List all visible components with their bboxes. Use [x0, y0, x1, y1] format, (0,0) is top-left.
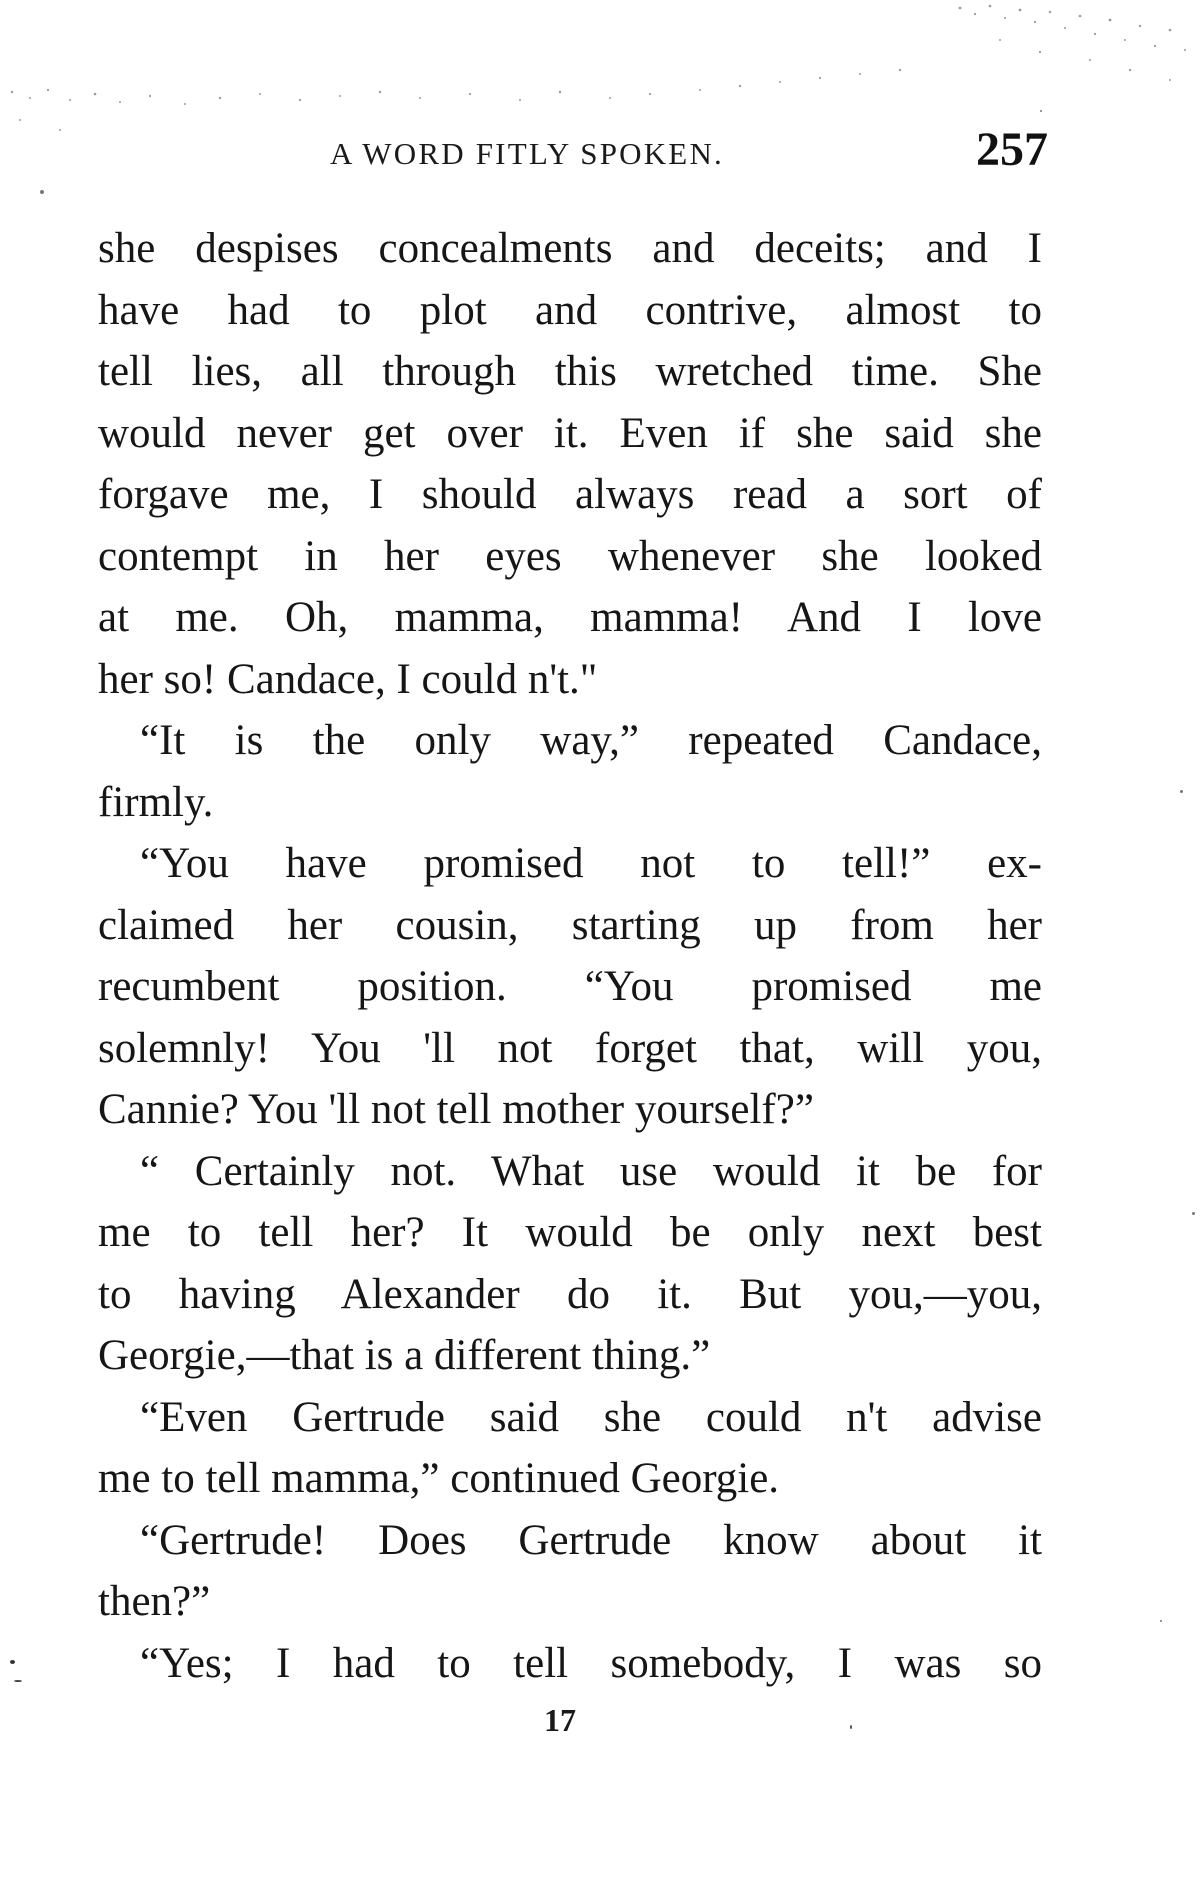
text-line: she despises concealments and deceits; and I — [98, 225, 1042, 272]
body-text — [98, 218, 1042, 1694]
text-line: forgave me, I should always read a sort of — [98, 471, 1042, 518]
text-line: then?” — [98, 1578, 211, 1625]
page-number: 257 — [976, 123, 1048, 176]
scan-speck — [14, 1680, 22, 1682]
text-line: “Even Gertrude said she could n't advise — [140, 1393, 1042, 1441]
text-line: “ Certainly not. What use would it be for — [140, 1147, 1042, 1195]
scan-speck — [40, 190, 44, 194]
text-line: to having Alexander do it. But you,—you, — [98, 1270, 1042, 1318]
scan-speck — [850, 1725, 852, 1729]
running-title: A WORD FITLY SPOKEN. — [330, 136, 724, 171]
text-line: firmly. — [98, 778, 214, 826]
text-line: solemnly! You 'll not forget that, will you, — [98, 1024, 1042, 1072]
scan-speck — [1040, 110, 1042, 112]
text-line: “Yes; I had to tell somebody, I was so — [140, 1639, 1042, 1687]
running-header — [98, 122, 1048, 182]
text-line: tell lies, all through this wretched time. She — [98, 348, 1042, 395]
text-line: “Gertrude! Does Gertrude know about it — [140, 1516, 1042, 1564]
scan-speck — [1192, 1212, 1195, 1215]
text-line: claimed her cousin, starting up from her — [98, 901, 1042, 949]
text-line: me to tell her? It would be only next best — [98, 1209, 1042, 1256]
text-line: recumbent position. “You promised me — [98, 963, 1042, 1010]
scan-speck — [1180, 790, 1183, 793]
text-line: would never get over it. Even if she said she — [98, 409, 1042, 457]
text-line: “It is the only way,” repeated Candace, — [140, 717, 1042, 764]
text-line: Cannie? You 'll not tell mother yourself?” — [98, 1086, 814, 1133]
scan-speck — [10, 1660, 15, 1664]
text-line: me to tell mamma,” continued Georgie. — [98, 1455, 780, 1502]
text-line: at me. Oh, mamma, mamma! And I love — [98, 594, 1042, 641]
text-line: have had to plot and contrive, almost to — [98, 286, 1042, 334]
text-line: Georgie,—that is a different thing.” — [98, 1332, 711, 1379]
text-line: contempt in her eyes whenever she looked — [98, 532, 1042, 580]
signature-mark: 17 — [544, 1702, 576, 1738]
scan-speck — [1160, 1620, 1162, 1622]
text-line: “You have promised not to tell!” ex- — [140, 840, 1042, 887]
text-line: her so! Candace, I could n't." — [98, 655, 598, 703]
